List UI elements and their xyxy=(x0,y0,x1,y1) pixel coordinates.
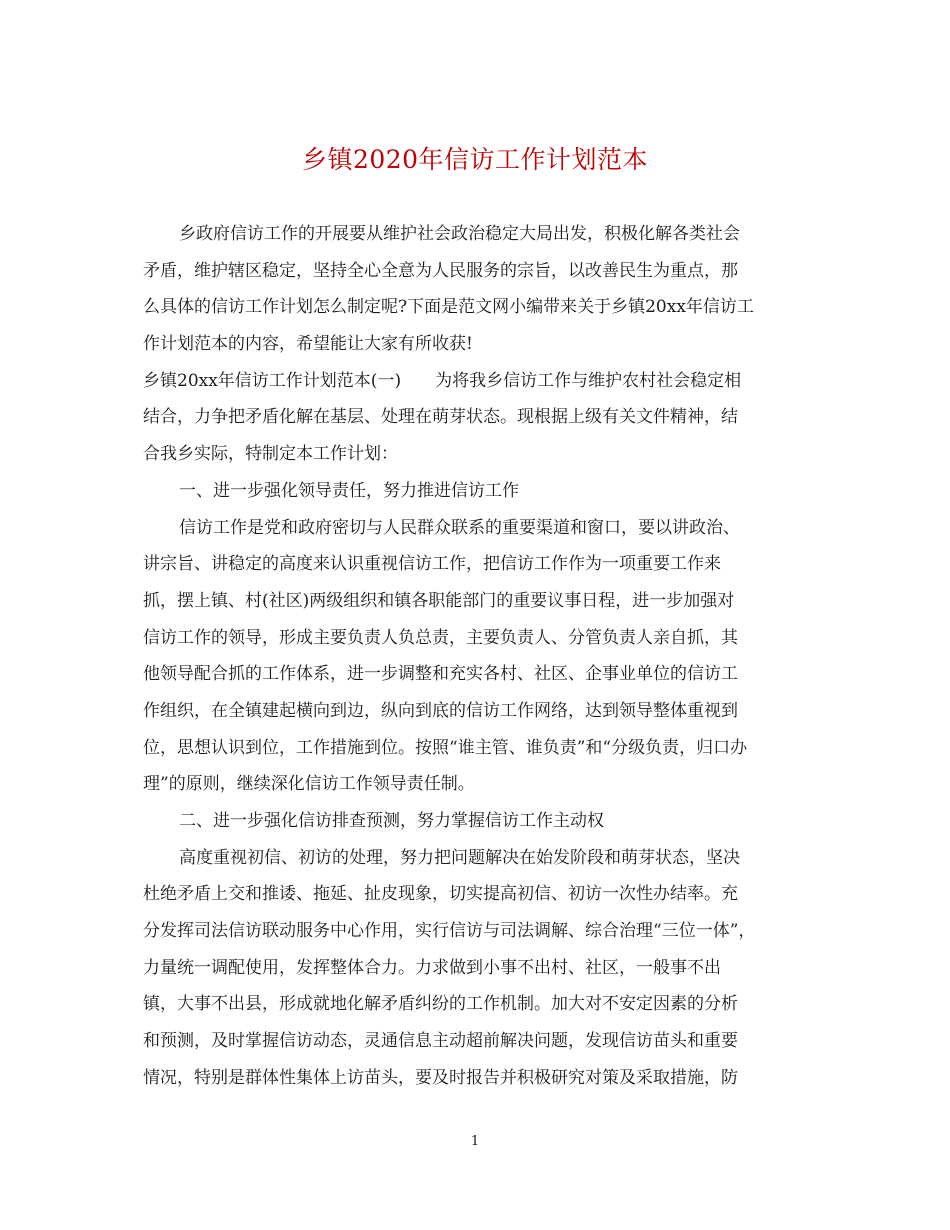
body-line: 乡政府信访工作的开展要从维护社会政治稳定大局出发，积极化解各类社会 xyxy=(179,224,740,244)
body-line: 情况，特别是群体性集体上访苗头，要及时报告并积极研究对策及采取措施，防 xyxy=(143,1067,738,1088)
section-heading: 一、进一步强化领导责任，努力推进信访工作 xyxy=(179,480,519,501)
body-line: 么具体的信访工作计划怎么制定呢?下面是范文网小编带来关于乡镇20xx年信访工 xyxy=(143,297,754,318)
document-body xyxy=(143,216,813,1097)
body-line: 和预测，及时掌握信访动态，灵通信息主动超前解决问题，发现信访苗头和重要 xyxy=(143,1031,738,1052)
body-line: 他领导配合抓的工作体系，进一步调整和充实各村、社区、企事业单位的信访工 xyxy=(143,664,738,685)
body-line: 镇，大事不出县，形成就地化解矛盾纠纷的工作机制。加大对不安定因素的分析 xyxy=(143,994,738,1015)
page-number: 1 xyxy=(470,1134,480,1149)
body-line: 作计划范本的内容，希望能让大家有所收获! xyxy=(143,334,473,355)
body-line: 乡镇20xx年信访工作计划范本(一) 为将我乡信访工作与维护农村社会稳定相 xyxy=(143,370,742,391)
body-line: 分发挥司法信访联动服务中心作用，实行信访与司法调解、综合治理“三位一体”， xyxy=(143,921,756,942)
body-line: 合我乡实际，特制定本工作计划： xyxy=(143,444,398,465)
body-line: 讲宗旨、讲稳定的高度来认识重视信访工作，把信访工作作为一项重要工作来 xyxy=(143,554,721,575)
body-line: 信访工作是党和政府密切与人民群众联系的重要渠道和窗口，要以讲政治、 xyxy=(179,517,740,538)
section-heading: 二、进一步强化信访排查预测，努力掌握信访工作主动权 xyxy=(179,811,604,831)
body-line: 高度重视初信、初访的处理，努力把问题解决在始发阶段和萌芽状态，坚决 xyxy=(179,847,740,868)
body-line: 力量统一调配使用，发挥整体合力。力求做到小事不出村、社区，一般事不出 xyxy=(143,957,721,978)
body-line: 作组织，在全镇建起横向到边，纵向到底的信访工作网络，达到领导整体重视到 xyxy=(143,700,738,721)
body-line: 抓，摆上镇、村(社区)两级组织和镇各职能部门的重要议事日程，进一步加强对 xyxy=(143,590,735,611)
body-line: 杜绝矛盾上交和推诿、拖延、扯皮现象，切实提高初信、初访一次性办结率。充 xyxy=(143,884,738,905)
body-line: 矛盾，维护辖区稳定，坚持全心全意为人民服务的宗旨，以改善民生为重点，那 xyxy=(143,260,738,281)
document-title: 乡镇2020年信访工作计划范本 xyxy=(301,145,649,174)
body-line: 位，思想认识到位，工作措施到位。按照“谁主管、谁负责”和“分级负责，归口办 xyxy=(143,737,748,758)
body-line: 理”的原则，继续深化信访工作领导责任制。 xyxy=(143,774,475,795)
body-line: 信访工作的领导，形成主要负责人负总责，主要负责人、分管负责人亲自抓，其 xyxy=(143,627,738,648)
body-line: 结合，力争把矛盾化解在基层、处理在萌芽状态。现根据上级有关文件精神，结 xyxy=(143,407,738,428)
